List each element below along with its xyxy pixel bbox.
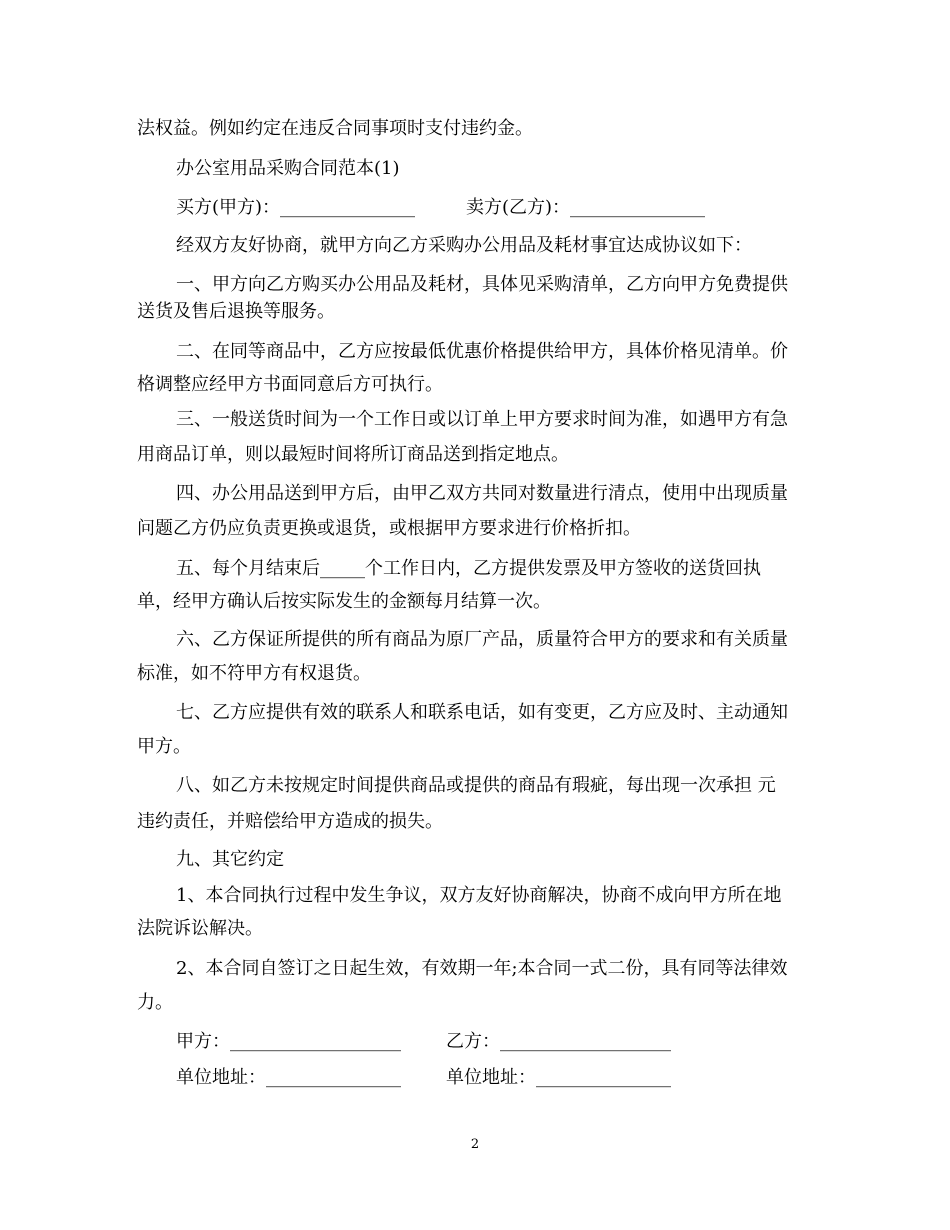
- party-a-address-field: 单位地址：_______________: [176, 1067, 401, 1088]
- party-b-signature-field: 乙方：___________________: [446, 1031, 671, 1052]
- text-line: 单，经甲方确认后按实际发生的金额每月结算一次。: [137, 591, 551, 612]
- text-line: 经双方友好协商，就甲方向乙方采购办公用品及耗材事宜达成协议如下：: [176, 235, 752, 256]
- text-line: 2、本合同自签订之日起生效，有效期一年;本合同一式二份，具有同等法律效: [176, 958, 788, 979]
- text-line: 四、办公用品送到甲方后，由甲乙双方共同对数量进行清点，使用中出现质量: [176, 483, 788, 504]
- party-a-signature-field: 甲方：___________________: [176, 1031, 401, 1052]
- party-b-address-field: 单位地址：_______________: [446, 1067, 671, 1088]
- text-line: 六、乙方保证所提供的所有商品为原厂产品，质量符合甲方的要求和有关质量: [176, 629, 788, 650]
- text-line: 法院诉讼解决。: [137, 918, 263, 939]
- text-line: 八、如乙方未按规定时间提供商品或提供的商品有瑕疵，每出现一次承担 元: [176, 775, 776, 796]
- text-line: 格调整应经甲方书面同意后方可执行。: [137, 374, 443, 395]
- text-line: 三、一般送货时间为一个工作日或以订单上甲方要求时间为准，如遇甲方有急: [176, 409, 788, 430]
- buyer-field: 买方(甲方)：_______________: [176, 197, 416, 218]
- text-line: 标准，如不符甲方有权退货。: [137, 663, 371, 684]
- text-line: 二、在同等商品中，乙方应按最低优惠价格提供给甲方，具体价格见清单。价: [176, 341, 788, 362]
- seller-field: 卖方(乙方)：_______________: [466, 197, 706, 218]
- text-line: 一、甲方向乙方购买办公用品及耗材，具体见采购清单，乙方向甲方免费提供: [176, 274, 788, 295]
- text-line: 用商品订单，则以最短时间将所订商品送到指定地点。: [137, 444, 569, 465]
- text-line: 1、本合同执行过程中发生争议，双方友好协商解决，协商不成向甲方所在地: [176, 885, 782, 906]
- text-line: 送货及售后退换等服务。: [137, 301, 335, 322]
- text-line: 甲方。: [137, 736, 191, 757]
- text-line: 问题乙方仍应负责更换或退货，或根据甲方要求进行价格折扣。: [137, 518, 641, 539]
- text-line: 五、每个月结束后_____个工作日内，乙方提供发票及甲方签收的送货回执: [176, 558, 761, 579]
- text-line: 法权益。例如约定在违反合同事项时支付违约金。: [137, 118, 533, 139]
- section-heading: 九、其它约定: [176, 849, 284, 870]
- text-line: 七、乙方应提供有效的联系人和联系电话，如有变更，乙方应及时、主动通知: [176, 702, 788, 723]
- page-number: 2: [470, 1137, 480, 1152]
- contract-title: 办公室用品采购合同范本(1): [176, 158, 400, 179]
- text-line: 力。: [137, 992, 173, 1013]
- text-line: 违约责任，并赔偿给甲方造成的损失。: [137, 811, 443, 832]
